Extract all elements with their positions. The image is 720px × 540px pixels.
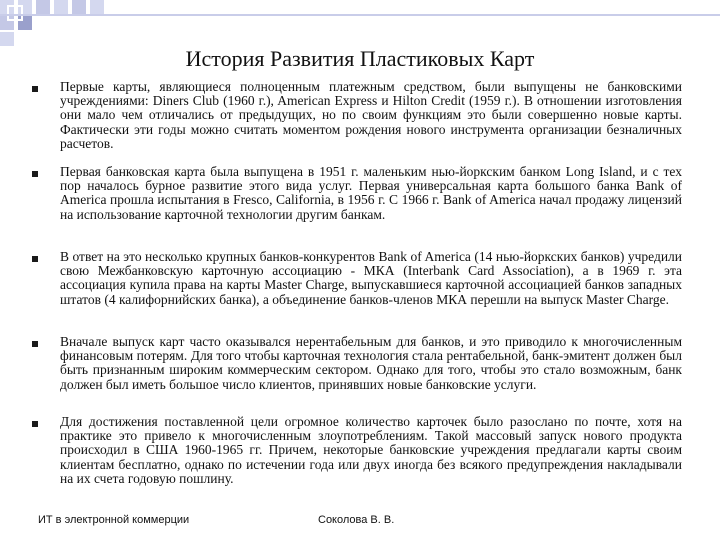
- corner-decoration: [0, 0, 720, 50]
- bullet-text: Первая банковская карта была выпущена в 1951 г. маленьким нью-йоркским банком Long Island, и с тех пор началось бурное развитие этого вида услуг. Первая универсальная карта большого банка Bank of America прошла испытания в Fresco, California, в 1956 г. С 1966 г. Bank of America начал продажу лицензий на использование карточной технологии другим банкам.: [60, 164, 682, 222]
- bullet-text: Первые карты, являющиеся полноценным платежным средством, были выпущены не банковскими учреждениями: Diners Club (1960 г.), American Express и Hilton Credit (1959 г.). В отношении изготовления они мало чем отличались от предыдущих, но по своим функциям это были совершенно новые карты. Фактически эти годы можно считать моментом рождения нового инструмента организации безналичных расчетов.: [60, 79, 682, 151]
- list-item: [32, 415, 682, 486]
- bullet-text: Для достижения поставленной цели огромное количество карточек было разослано по почте, хотя на практике это привело к многочисленным злоупотреблениям. Такой массовый запуск нового продукта происходил в США 1960-1965 гг. Причем, некоторые банковские учреждения предлагали карты своим клиентам бесплатно, однако по истечении года или двух иногда без всякого предупреждения накладывали на их счета годовую пошлину.: [60, 414, 682, 486]
- bullet-list: [32, 80, 682, 486]
- bullet-text: В ответ на это несколько крупных банков-конкурентов Bank of America (14 нью-йоркских банков) учредили свою Межбанковскую карточную ассоциацию - МКА (Interbank Card Association), а в 1969 г. эта ассоциация купила права на карты Master Charge, выпускавшиеся карточной ассоциацией банков западных штатов (4 калифорнийских банка), а объединение банков-членов МКА перешли на выпуск Master Charge.: [60, 249, 682, 307]
- bullet-square-icon: [32, 256, 38, 262]
- bullet-square-icon: [32, 171, 38, 177]
- list-item: [32, 80, 682, 165]
- decorative-squares: [0, 0, 104, 46]
- footer-author: Соколова В. В.: [318, 514, 395, 526]
- footer-course-title: ИТ в электронной коммерции: [38, 514, 190, 526]
- list-item: [32, 335, 682, 415]
- slide-title: История Развития Пластиковых Карт: [185, 46, 535, 71]
- bullet-text: Вначале выпуск карт часто оказывался нерентабельным для банков, и это приводило к многочисленным финансовым потерям. Для того чтобы карточная технология стала рентабельной, банк-эмитент должен был быть признанным широким коммерческим сектором. Однако для того, чтобы это стало возможным, банк должен был иметь большое число клиентов, принявших новые банковские услуги.: [60, 334, 682, 392]
- list-item: [32, 250, 682, 335]
- bullet-square-icon: [32, 86, 38, 92]
- bullet-square-icon: [32, 341, 38, 347]
- list-item: [32, 165, 682, 250]
- bullet-square-icon: [32, 421, 38, 427]
